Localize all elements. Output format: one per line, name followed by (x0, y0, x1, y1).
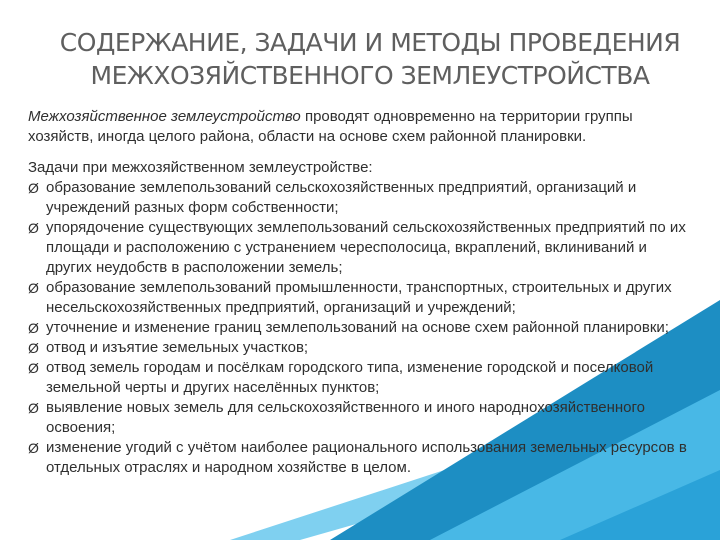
list-item (28, 358, 696, 398)
title-line-1: СОДЕРЖАНИЕ, ЗАДАЧИ И МЕТОДЫ ПРОВЕДЕНИЯ (59, 28, 681, 57)
arrow-bullet-icon: Ø (28, 180, 39, 196)
list-item (28, 338, 696, 358)
tasks-heading: Задачи при межхозяйственном землеустройстве: (28, 159, 373, 176)
list-item (28, 318, 696, 338)
tasks-list (28, 178, 696, 478)
list-item-text: выявление новых земель для сельскохозяйственного и иного народнохозяйственного освоения; (46, 399, 646, 436)
list-item (28, 438, 696, 478)
list-item-text: уточнение и изменение границ землепользований на основе схем районной планировки; (46, 319, 669, 336)
arrow-bullet-icon: Ø (28, 280, 39, 296)
list-item (28, 278, 696, 318)
title-line-2: МЕЖХОЗЯЙСТВЕННОГО ЗЕМЛЕУСТРОЙСТВА (90, 61, 650, 90)
slide-title (40, 26, 700, 92)
arrow-bullet-icon: Ø (28, 440, 39, 456)
arrow-bullet-icon: Ø (28, 220, 39, 236)
arrow-bullet-icon: Ø (28, 340, 39, 356)
arrow-bullet-icon: Ø (28, 400, 39, 416)
list-item (28, 398, 696, 438)
intro-text: проводят одновременно на территории группы хозяйств, иногда целого района, области на основе схем районной планировки. (28, 108, 633, 145)
slide-content (28, 107, 696, 478)
arrow-bullet-icon: Ø (28, 360, 39, 376)
list-item (28, 218, 696, 278)
intro-paragraph (28, 107, 696, 147)
list-item-text: отвод земель городам и посёлкам городского типа, изменение городской и поселковой земельной черты и других населённых пунктов; (46, 359, 654, 396)
list-item-text: отвод и изъятие земельных участков; (46, 339, 309, 356)
list-item (28, 178, 696, 218)
intro-term: Межхозяйственное землеустройство (28, 108, 301, 125)
list-item-text: упорядочение существующих землепользований сельскохозяйственных предприятий по их площади и расположению с устранением чересполосица, вкраплений, вклиниваний и других неудобств в расположении земель; (46, 219, 686, 276)
list-item-text: образование землепользований промышленности, транспортных, строительных и других несельскохозяйственных предприятий, организаций и учреждений; (46, 279, 672, 316)
arrow-bullet-icon: Ø (28, 320, 39, 336)
list-item-text: изменение угодий с учётом наиболее рационального использования земельных ресурсов в отдельных отраслях и народном хозяйстве в целом. (46, 439, 687, 476)
list-item-text: образование землепользований сельскохозяйственных предприятий, организаций и учреждений разных форм собственности; (46, 179, 637, 216)
